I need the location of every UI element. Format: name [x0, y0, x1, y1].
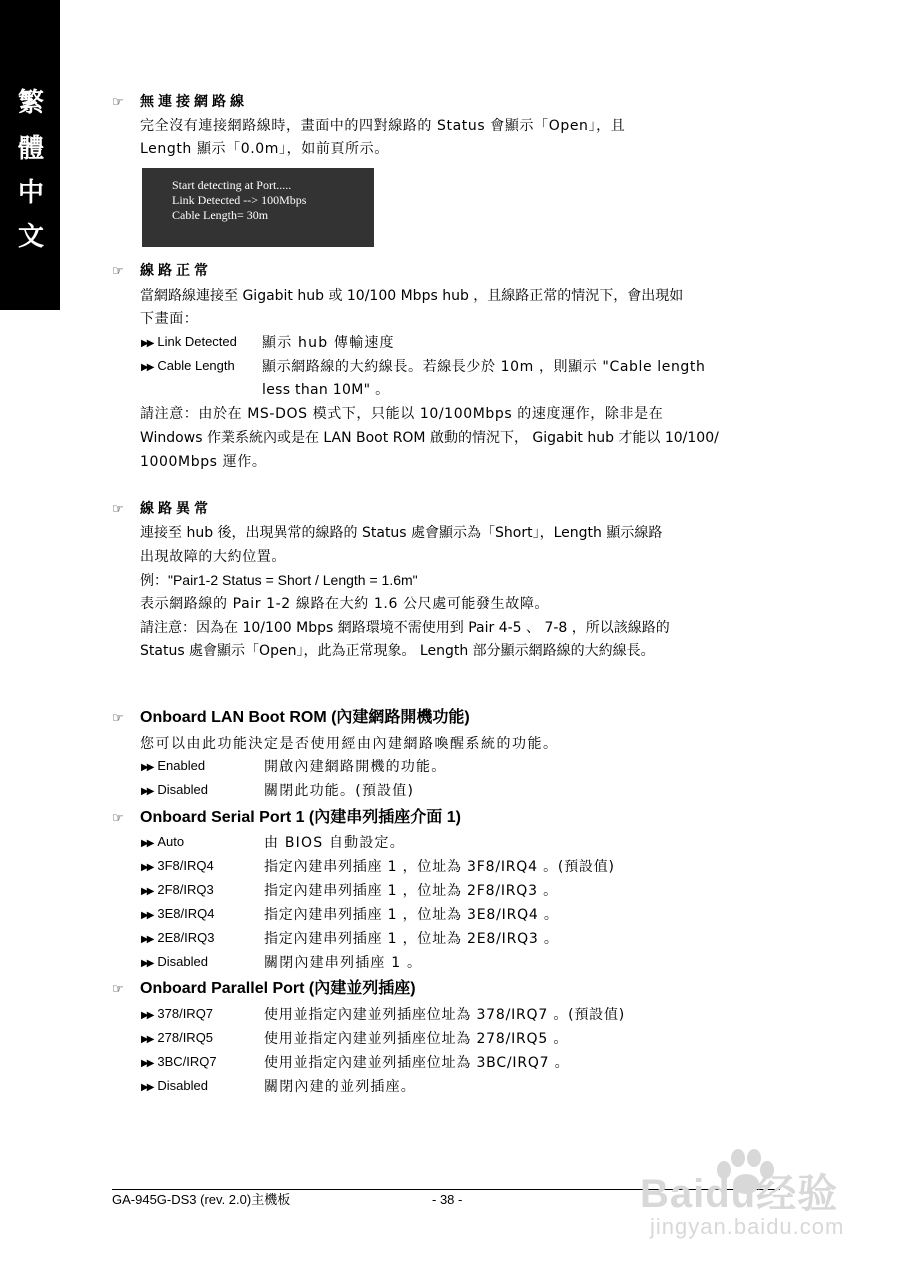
double-arrow-icon: ▶▶: [141, 934, 153, 945]
watermark-url: jingyan.baidu.com: [650, 1214, 845, 1239]
option-item: ▶▶ Disabled: [141, 782, 208, 797]
pointing-hand-icon: ☞: [112, 264, 124, 279]
double-arrow-icon: ▶▶: [141, 1082, 153, 1093]
note-line: Windows 作業系統內或是在 LAN Boot ROM 啟動的情況下， Gigabit hub 才能以 10/100/: [140, 430, 719, 446]
sidebar-char: 繁: [17, 88, 44, 118]
pointing-hand-icon: ☞: [112, 95, 124, 110]
pointing-hand-icon: ☞: [112, 711, 124, 726]
sidebar-char: 體: [17, 134, 44, 164]
option-item: ▶▶ 378/IRQ7: [141, 1006, 214, 1021]
paragraph-line: 出現故障的大約位置。: [140, 549, 286, 565]
paragraph-line: 連接至 hub 後，出現異常的線路的 Status 處會顯示為「Short」，Length 顯示線路: [140, 525, 663, 541]
sidebar-char: 文: [17, 222, 44, 252]
option-item: ▶▶ Enabled: [141, 758, 206, 773]
option-desc: 開啟內建網路開機的功能。: [264, 759, 447, 775]
sidebar-char: 中: [17, 178, 44, 208]
bullet-item: ▶▶ Cable Length: [141, 358, 235, 373]
double-arrow-icon: ▶▶: [141, 958, 153, 969]
double-arrow-icon: ▶▶: [141, 338, 153, 349]
option-desc: 由 BIOS 自動設定。: [264, 835, 405, 851]
double-arrow-icon: ▶▶: [141, 838, 153, 849]
double-arrow-icon: ▶▶: [141, 762, 153, 773]
option-desc: 關閉內建的並列插座。: [264, 1079, 416, 1095]
double-arrow-icon: ▶▶: [141, 862, 153, 873]
option-item: ▶▶ 2F8/IRQ3: [141, 882, 214, 897]
double-arrow-icon: ▶▶: [141, 1034, 153, 1045]
section-title-normal: 線路正常: [140, 263, 212, 279]
option-desc: 指定內建串列插座 1 ，位址為 2E8/IRQ3 。: [264, 931, 559, 947]
setting-title-lan-boot-rom: Onboard LAN Boot ROM (內建網路開機功能): [140, 709, 470, 726]
double-arrow-icon: ▶▶: [141, 362, 153, 373]
option-desc: 使用並指定內建並列插座位址為 278/IRQ5 。: [264, 1031, 569, 1047]
option-item: ▶▶ Auto: [141, 834, 185, 849]
setting-title-serial-port: Onboard Serial Port 1 (內建串列插座介面 1): [140, 809, 461, 826]
footer-model: GA-945G-DS3 (rev. 2.0)主機板: [112, 1192, 291, 1207]
terminal-line: Start detecting at Port.....: [172, 178, 292, 192]
terminal-screenshot: [142, 168, 374, 247]
note-line: 1000Mbps 運作。: [140, 454, 267, 470]
option-desc: 使用並指定內建並列插座位址為 3BC/IRQ7 。: [264, 1055, 570, 1071]
bullet-desc: 顯示 hub 傳輸速度: [262, 335, 395, 351]
terminal-line: Link Detected --> 100Mbps: [172, 193, 307, 207]
page-number: - 38 -: [432, 1192, 463, 1207]
double-arrow-icon: ▶▶: [141, 1058, 153, 1069]
section-title-no-cable: 無連接網路線: [140, 94, 248, 110]
section-title-abnormal: 線路異常: [140, 501, 212, 517]
pointing-hand-icon: ☞: [112, 811, 124, 826]
paragraph-line: Length 顯示「0.0m」，如前頁所示。: [140, 141, 389, 157]
baidu-watermark: [640, 1148, 890, 1248]
double-arrow-icon: ▶▶: [141, 1010, 153, 1021]
double-arrow-icon: ▶▶: [141, 910, 153, 921]
bullet-desc: 顯示網路線的大約線長。若線長少於 10m ，則顯示 "Cable length: [262, 359, 706, 375]
option-item: ▶▶ Disabled: [141, 1078, 208, 1093]
setting-description: 您可以由此功能決定是否使用經由內建網路喚醒系統的功能。: [140, 736, 559, 752]
option-item: ▶▶ 3E8/IRQ4: [141, 906, 215, 921]
option-desc: 指定內建串列插座 1 ，位址為 3F8/IRQ4 。(預設值): [264, 859, 615, 875]
option-item: ▶▶ Disabled: [141, 954, 208, 969]
option-item: ▶▶ 3BC/IRQ7: [141, 1054, 217, 1069]
option-desc: 關閉內建串列插座 1 。: [264, 955, 423, 971]
watermark-text: Baidu经验: [640, 1172, 839, 1216]
double-arrow-icon: ▶▶: [141, 786, 153, 797]
double-arrow-icon: ▶▶: [141, 886, 153, 897]
bullet-item: ▶▶ Link Detected: [141, 334, 237, 349]
paragraph-line: 當網路線連接至 Gigabit hub 或 10/100 Mbps hub ，且線路正常的情況下，會出現如: [140, 288, 684, 304]
pointing-hand-icon: ☞: [112, 502, 124, 517]
option-item: ▶▶ 278/IRQ5: [141, 1030, 214, 1045]
option-item: ▶▶ 2E8/IRQ3: [141, 930, 215, 945]
paragraph-line: 下畫面：: [140, 311, 199, 327]
terminal-line: Cable Length= 30m: [172, 208, 269, 222]
option-item: ▶▶ 3F8/IRQ4: [141, 858, 214, 873]
option-desc: 指定內建串列插座 1 ，位址為 3E8/IRQ4 。: [264, 907, 559, 923]
pointing-hand-icon: ☞: [112, 982, 124, 997]
paragraph-line: 請注意：因為在 10/100 Mbps 網路環境不需使用到 Pair 4-5 、 7-8 ，所以該線路的: [140, 620, 670, 636]
paragraph-line: 完全沒有連接網路線時，畫面中的四對線路的 Status 會顯示「Open」，且: [140, 118, 626, 134]
setting-title-parallel-port: Onboard Parallel Port (內建並列插座): [140, 980, 416, 997]
bullet-desc: less than 10M" 。: [262, 382, 390, 398]
option-desc: 指定內建串列插座 1 ，位址為 2F8/IRQ3 。: [264, 883, 558, 899]
option-desc: 關閉此功能。(預設值): [264, 783, 415, 799]
note-line: 請注意：由於在 MS-DOS 模式下，只能以 10/100Mbps 的速度運作，除非是在: [140, 406, 664, 422]
paragraph-line: 例："Pair1-2 Status = Short / Length = 1.6m": [140, 572, 418, 588]
option-desc: 使用並指定內建並列插座位址為 378/IRQ7 。(預設值): [264, 1007, 626, 1023]
language-sidebar: [0, 0, 60, 310]
paragraph-line: Status 處會顯示「Open」，此為正常現象。 Length 部分顯示網路線的大約線長。: [140, 643, 655, 659]
paragraph-line: 表示網路線的 Pair 1-2 線路在大約 1.6 公尺處可能發生故障。: [140, 596, 550, 612]
